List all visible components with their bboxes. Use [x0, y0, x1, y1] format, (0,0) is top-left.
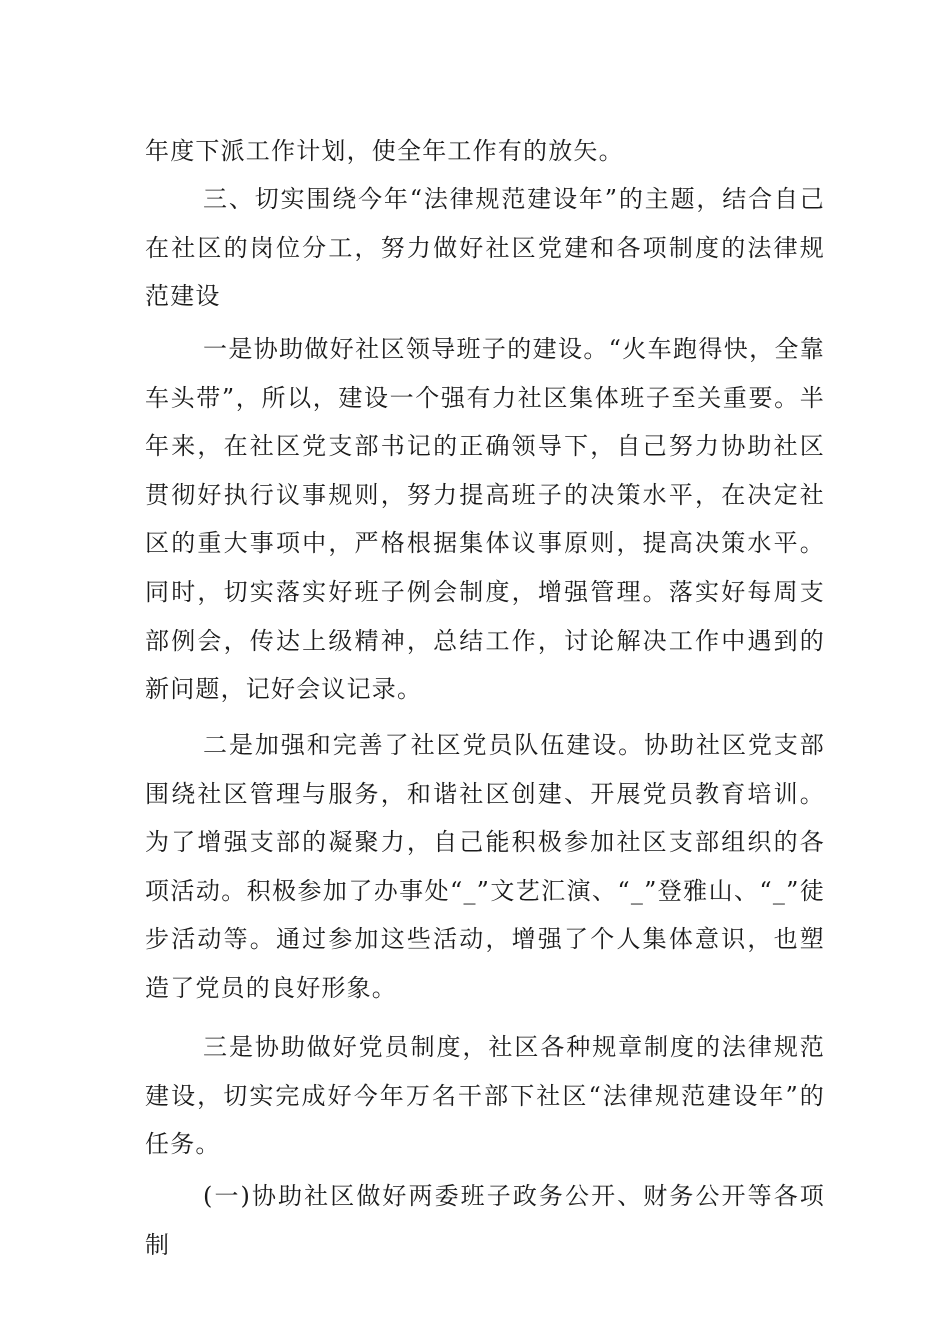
paragraph-4: 二是加强和完善了社区党员队伍建设。协助社区党支部围绕社区管理与服务，和谐社区创建、开展党员教育培训。为了增强支部的凝聚力，自己能积极参加社区支部组织的各项活动。积极参加了办事处“_”文艺汇演、“_”登雅山、“_”徒步活动等。通过参加这些活动，增强了个人集体意识，也塑造了党员的良好形象。	[145, 731, 825, 1002]
paragraph-2-heading: 三、切实围绕今年“法律规范建设年”的主题，结合自己在社区的岗位分工，努力做好社区党建和各项制度的法律规范建设	[145, 185, 825, 311]
paragraph-5: 三是协助做好党员制度，社区各种规章制度的法律规范建设，切实完成好今年万名干部下社区“法律规范建设年”的任务。	[145, 1033, 825, 1159]
paragraph-6: (一)协助社区做好两委班子政务公开、财务公开等各项制	[145, 1182, 825, 1259]
paragraph-1: 年度下派工作计划，使全年工作有的放矢。	[145, 137, 624, 165]
paragraph-3: 一是协助做好社区领导班子的建设。“火车跑得快，全靠车头带”，所以，建设一个强有力社区集体班子至关重要。半年来，在社区党支部书记的正确领导下，自己努力协助社区贯彻好执行议事规则，努力提高班子的决策水平，在决定社区的重大事项中，严格根据集体议事原则，提高决策水平。同时，切实落实好班子例会制度，增强管理。落实好每周支部例会，传达上级精神，总结工作，讨论解决工作中遇到的新问题，记好会议记录。	[145, 335, 825, 704]
